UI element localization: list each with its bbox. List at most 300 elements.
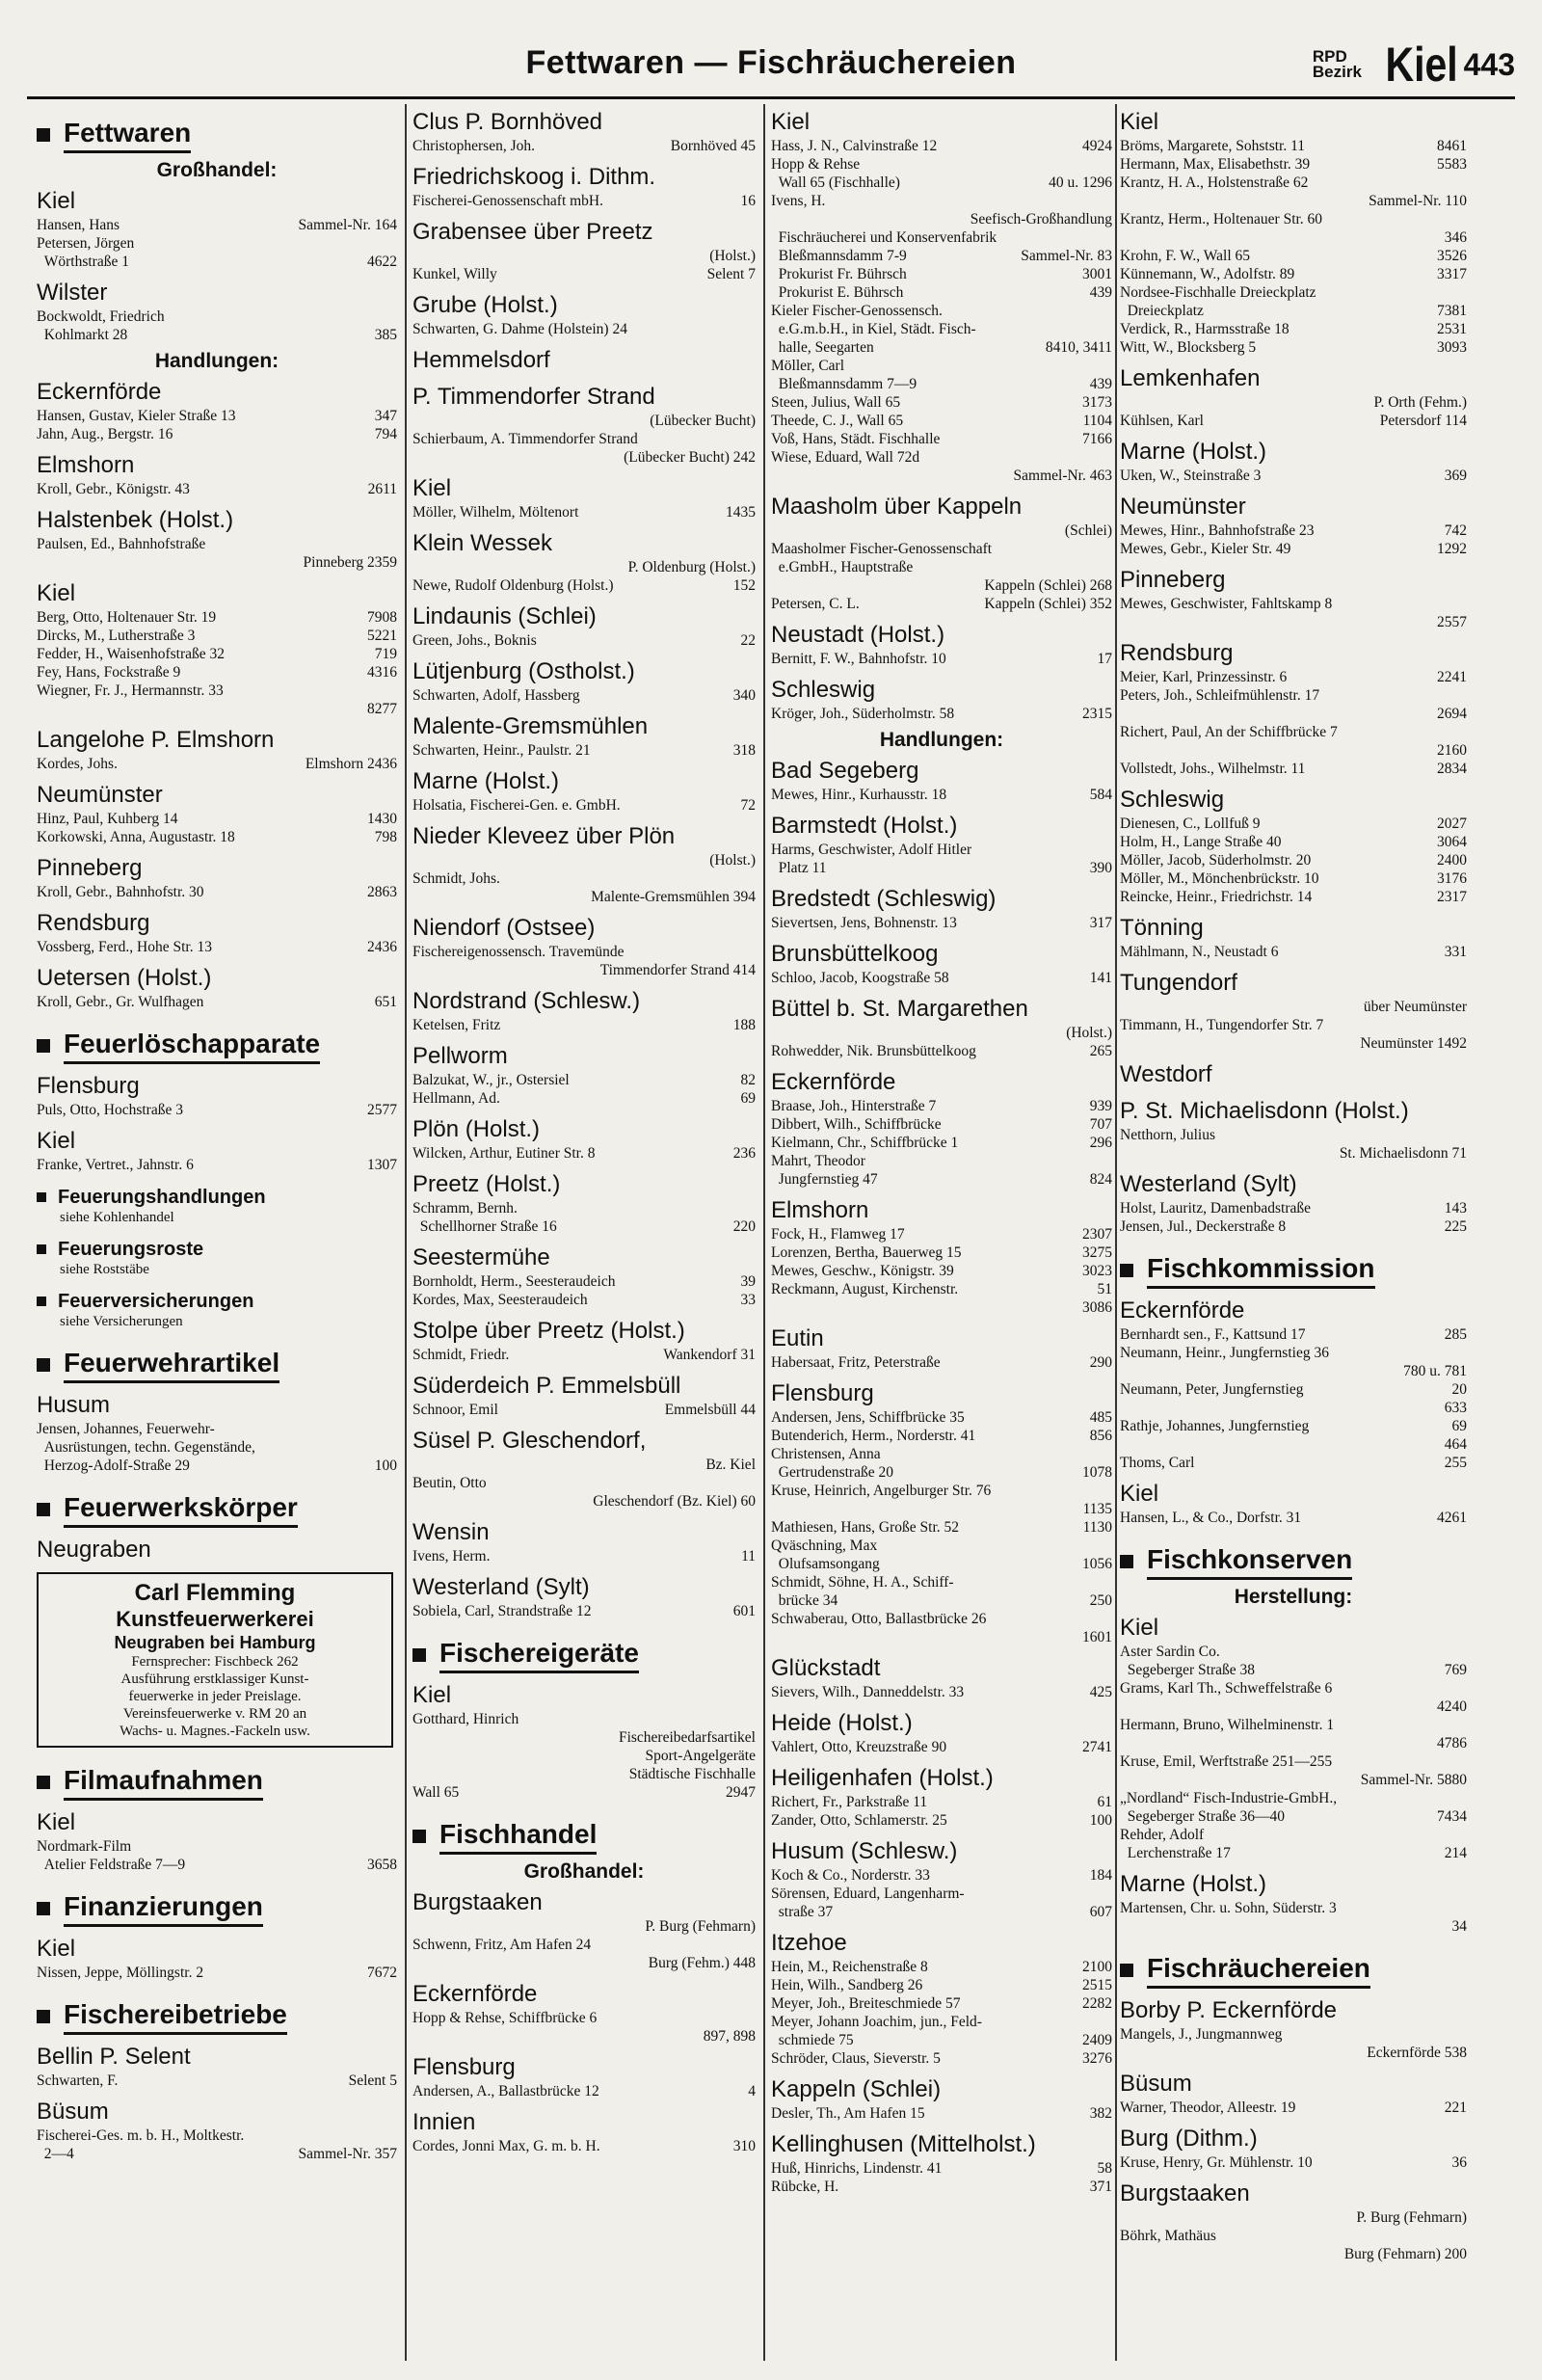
- listing-name: Kieler Fischer-Genossensch.: [771, 303, 943, 319]
- listing-phone: 1292: [1437, 541, 1467, 557]
- subsection-heading: [37, 1290, 397, 1313]
- listing-name: Bröms, Margarete, Sohststr. 11: [1120, 138, 1306, 154]
- listing-name: Gotthard, Hinrich: [412, 1711, 519, 1727]
- listing-phone: 184: [1089, 1867, 1112, 1884]
- listing-entry: [37, 2126, 397, 2145]
- listing-phone: Sammel-Nr. 357: [298, 2146, 397, 2162]
- listing-name: Kühlsen, Karl: [1120, 413, 1204, 429]
- listing-entry: [37, 700, 397, 718]
- listing-entry: [1120, 521, 1467, 540]
- listing-phone: 2436: [367, 939, 397, 955]
- listing-name: Kroll, Gebr., Bahnhofstr. 30: [37, 884, 204, 900]
- listing-entry: [412, 1747, 756, 1765]
- listing-phone: 3173: [1082, 394, 1112, 411]
- listing-entry: [37, 993, 397, 1011]
- place-heading: Kiel: [37, 1809, 76, 1835]
- listing-phone: 7434: [1437, 1808, 1467, 1825]
- listing-phone: 2317: [1437, 889, 1467, 905]
- listing-name: Bleßmannsdamm 7-9: [771, 248, 907, 264]
- listing-entry: [771, 1500, 1112, 1518]
- listing-name: Vossberg, Ferd., Hohe Str. 13: [37, 939, 212, 955]
- listing-entry: [1120, 998, 1467, 1016]
- listing-name: Schwenn, Fritz, Am Hafen 24: [412, 1937, 592, 1953]
- listing-phone: Wankendorf 31: [663, 1347, 756, 1363]
- listing-name: Andersen, Jens, Schiffbrücke 35: [771, 1409, 965, 1426]
- listing-entry: [1120, 393, 1467, 412]
- listing-phone: 290: [1089, 1354, 1112, 1371]
- listing-entry: [37, 883, 397, 901]
- place-heading: Klein Wessek: [412, 530, 552, 556]
- listing-phone: 2577: [367, 1102, 397, 1118]
- listing-entry: [1120, 1417, 1467, 1435]
- listing-name: Neumann, Peter, Jungfernstieg: [1120, 1381, 1304, 1398]
- listing-phone: Seefisch-Großhandlung: [970, 211, 1112, 227]
- listing-phone: 382: [1089, 2105, 1112, 2122]
- listing-phone: 2557: [1437, 614, 1467, 630]
- listing-entry: [771, 1298, 1112, 1317]
- place-heading: Malente-Gremsmühlen: [412, 713, 649, 739]
- place-heading: Burgstaaken: [1120, 2180, 1250, 2206]
- listing-phone: 3276: [1082, 2050, 1112, 2067]
- listing-name: Jahn, Aug., Bergstr. 16: [37, 426, 173, 442]
- listing-phone: 188: [732, 1017, 756, 1033]
- advertisement-line: Kunstfeuerwerkerei: [116, 1607, 314, 1631]
- listing-name: schmiede 75: [771, 2032, 854, 2048]
- listing-entry: [1120, 1807, 1467, 1826]
- listing-phone: Sammel-Nr. 110: [1369, 193, 1467, 209]
- listing-name: Braase, Joh., Hinterstraße 7: [771, 1098, 937, 1114]
- listing-entry: [37, 755, 397, 773]
- listing-name: Martensen, Chr. u. Sohn, Süderstr. 3: [1120, 1900, 1337, 1916]
- listing-entry: [1120, 210, 1467, 228]
- listing-phone: 2863: [367, 884, 397, 900]
- listing-phone: 1056: [1082, 1556, 1112, 1572]
- listing-name: Schwarten, G. Dahme (Holstein) 24: [412, 321, 627, 337]
- listing-name: Sievers, Wilh., Danneddelstr. 33: [771, 1684, 965, 1700]
- listing-entry: [771, 1024, 1112, 1042]
- listing-phone: 2160: [1437, 742, 1467, 759]
- listing-entry: [1120, 1679, 1467, 1698]
- listing-name: Huß, Hinrichs, Lindenstr. 41: [771, 2160, 943, 2177]
- place-heading: Rendsburg: [37, 910, 150, 936]
- listing-entry: [37, 535, 397, 553]
- listing-name: Hansen, Gustav, Kieler Straße 13: [37, 408, 236, 424]
- listing-entry: [771, 2031, 1112, 2049]
- place-heading: Bredstedt (Schleswig): [771, 886, 997, 912]
- category-subheading: Großhandel:: [156, 159, 278, 181]
- listing-name: Hopp & Rehse: [771, 156, 861, 173]
- listing-phone: Sammel-Nr. 5880: [1360, 1772, 1467, 1788]
- listing-name: Witt, W., Blocksberg 5: [1120, 339, 1257, 356]
- listing-name: Holm, H., Lange Straße 40: [1120, 834, 1282, 850]
- listing-name: Christensen, Anna: [771, 1446, 881, 1462]
- listing-entry: [412, 192, 756, 210]
- section-heading-label: Fischhandel: [439, 1817, 597, 1855]
- listing-entry: [412, 686, 756, 705]
- listing-entry: [1120, 1217, 1467, 1236]
- place-heading: Rendsburg: [1120, 640, 1234, 666]
- listing-entry: [1120, 2208, 1467, 2227]
- place-heading: Westdorf: [1120, 1061, 1212, 1087]
- listing-entry: [771, 1482, 1112, 1500]
- listing-entry: [37, 1420, 397, 1438]
- listing-name: Sobiela, Carl, Strandstraße 12: [412, 1603, 592, 1619]
- listing-entry: [771, 302, 1112, 320]
- listing-phone: Burg (Fehm.) 448: [648, 1955, 756, 1971]
- place-heading: Bellin P. Selent: [37, 2044, 191, 2070]
- place-heading: Borby P. Eckernförde: [1120, 1997, 1338, 2023]
- listing-entry: [37, 2072, 397, 2090]
- section-bullet-icon: [412, 1830, 426, 1843]
- listing-phone: 5583: [1437, 156, 1467, 173]
- listing-entry: [1120, 228, 1467, 247]
- listing-entry: [1120, 2153, 1467, 2172]
- listing-phone: 4316: [367, 664, 397, 681]
- place-heading: Neumünster: [37, 782, 163, 808]
- listing-name: Mangels, J., Jungmannweg: [1120, 2026, 1283, 2043]
- listing-name: Wiese, Eduard, Wall 72d: [771, 449, 920, 466]
- listing-phone: 2834: [1437, 761, 1467, 777]
- listing-phone: 69: [740, 1090, 756, 1107]
- listing-phone: Selent 5: [348, 2072, 397, 2089]
- listing-entry: [1120, 1399, 1467, 1417]
- listing-name: Schloo, Jacob, Koogstraße 58: [771, 970, 949, 986]
- listing-entry: [412, 1199, 756, 1217]
- listing-name: Grams, Karl Th., Schweffelstraße 6: [1120, 1680, 1333, 1697]
- listing-name: e.G.m.b.H., in Kiel, Städt. Fisch-: [771, 321, 976, 337]
- listing-name: Schwarten, Adolf, Hassberg: [412, 687, 580, 704]
- listing-phone: über Neumünster: [1363, 999, 1467, 1015]
- listing-entry: [771, 1152, 1112, 1170]
- listing-name: Fischräucherei und Konservenfabrik: [771, 229, 997, 246]
- listing-entry: [771, 210, 1112, 228]
- listing-phone: 633: [1444, 1400, 1467, 1416]
- listing-phone: Städtische Fischhalle: [628, 1766, 756, 1782]
- listing-entry: [412, 1602, 756, 1620]
- listing-entry: [37, 938, 397, 956]
- listing-entry: [771, 1097, 1112, 1115]
- place-heading: Husum: [37, 1392, 111, 1418]
- listing-name: Warner, Theodor, Alleestr. 19: [1120, 2099, 1296, 2116]
- listing-phone: 17: [1097, 651, 1112, 667]
- listing-entry: [771, 1573, 1112, 1591]
- place-heading: Flensburg: [412, 2054, 516, 2080]
- place-heading: Eckernförde: [1120, 1297, 1245, 1324]
- listing-name: Hermann, Bruno, Wilhelminenstr. 1: [1120, 1717, 1335, 1733]
- listing-phone: 331: [1444, 944, 1467, 960]
- listing-name: Segeberger Straße 36—40: [1120, 1808, 1286, 1825]
- listing-phone: 310: [732, 2138, 756, 2154]
- place-heading: Kiel: [37, 1128, 76, 1154]
- listing-entry: [771, 2178, 1112, 2196]
- listing-entry: [771, 705, 1112, 723]
- listing-entry: [1120, 174, 1467, 192]
- category-subheading: Handlungen:: [154, 350, 279, 372]
- listing-name: Rathje, Johannes, Jungfernstieg: [1120, 1418, 1310, 1434]
- listing-phone: 1430: [367, 811, 397, 827]
- listing-phone: 82: [740, 1072, 756, 1088]
- listing-name: Sievertsen, Jens, Bohnenstr. 13: [771, 915, 957, 931]
- listing-entry: [771, 283, 1112, 302]
- listing-name: Jensen, Jul., Deckerstraße 8: [1120, 1218, 1287, 1235]
- listing-entry: [771, 1134, 1112, 1152]
- listing-entry: [412, 1144, 756, 1163]
- section-bullet-icon: [37, 1902, 50, 1915]
- listing-phone: 1104: [1082, 413, 1112, 429]
- listing-phone: Sammel-Nr. 83: [1021, 248, 1112, 264]
- section-heading: [37, 1997, 397, 2035]
- listing-name: Hein, Wilh., Sandberg 26: [771, 1977, 923, 1993]
- listing-entry: [771, 595, 1112, 613]
- listing-entry: [771, 558, 1112, 576]
- listing-phone: 780 u. 781: [1403, 1363, 1467, 1379]
- place-heading: Tönning: [1120, 915, 1204, 941]
- listing-entry: [771, 1976, 1112, 1994]
- listing-entry: [412, 1016, 756, 1034]
- listing-phone: (Holst.): [709, 248, 756, 264]
- section-heading-label: Feuerlöschapparate: [64, 1027, 320, 1064]
- place-heading: Kiel: [37, 188, 76, 214]
- listing-name: Krantz, Herm., Holtenauer Str. 60: [1120, 211, 1323, 227]
- bezirk-label: Bezirk: [1312, 63, 1362, 81]
- listing-phone: 4622: [367, 254, 397, 270]
- listing-phone: 100: [1089, 1812, 1112, 1829]
- listing-name: Kroll, Gebr., Gr. Wulfhagen: [37, 994, 204, 1010]
- listing-name: Maasholmer Fischer-Genossenschaft: [771, 541, 993, 557]
- listing-phone: 7381: [1437, 303, 1467, 319]
- place-heading: Kiel: [37, 580, 76, 606]
- listing-name: Schmidt, Johs.: [412, 870, 500, 887]
- listing-entry: [412, 558, 756, 576]
- place-heading: Itzehoe: [771, 1930, 847, 1956]
- column-divider: [405, 104, 407, 2361]
- place-heading: Westerland (Sylt): [1120, 1171, 1297, 1197]
- listing-phone: 36: [1451, 2154, 1467, 2171]
- listing-entry: [412, 631, 756, 650]
- advertisement-line: Vereinsfeuerwerke v. RM 20 an: [122, 1706, 307, 1722]
- listing-phone: Bz. Kiel: [705, 1457, 756, 1473]
- place-heading: Uetersen (Holst.): [37, 965, 212, 991]
- listing-entry: [771, 786, 1112, 804]
- listing-entry: [771, 338, 1112, 357]
- listing-entry: [771, 1115, 1112, 1134]
- listing-entry: [771, 1885, 1112, 1903]
- column-divider: [1115, 104, 1117, 2361]
- listing-name: Vollstedt, Johs., Wilhelmstr. 11: [1120, 761, 1306, 777]
- listing-name: Paulsen, Ed., Bahnhofstraße: [37, 536, 206, 552]
- listing-entry: [1120, 613, 1467, 631]
- section-heading-label: Fischräuchereien: [1147, 1951, 1370, 1989]
- listing-phone: 769: [1444, 1662, 1467, 1678]
- subsection-heading-label: Feuerversicherungen: [58, 1291, 254, 1312]
- listing-entry: [771, 841, 1112, 859]
- place-heading: Süderdeich P. Emmelsbüll: [412, 1373, 681, 1399]
- listing-phone: 220: [732, 1218, 756, 1235]
- listing-phone: 1307: [367, 1157, 397, 1173]
- listing-name: Jungfernstieg 47: [771, 1171, 878, 1188]
- section-heading-label: Fischkommission: [1147, 1251, 1375, 1289]
- section-bullet-icon: [37, 1503, 50, 1516]
- listing-phone: 51: [1097, 1281, 1112, 1297]
- listing-entry: [412, 1401, 756, 1419]
- listing-name: Meyer, Joh., Breiteschmiede 57: [771, 1995, 961, 2012]
- listing-entry: [1120, 192, 1467, 210]
- place-heading: Kiel: [1120, 109, 1159, 135]
- section-bullet-icon: [37, 128, 50, 142]
- place-heading: Neustadt (Holst.): [771, 622, 945, 648]
- listing-entry: [1120, 540, 1467, 558]
- listing-phone: 3317: [1437, 266, 1467, 282]
- listing-name: Fedder, H., Waisenhofstraße 32: [37, 646, 225, 662]
- listing-entry: [771, 859, 1112, 877]
- listing-phone: 2400: [1437, 852, 1467, 869]
- listing-entry: [771, 1683, 1112, 1701]
- listing-name: Mewes, Hinr., Bahnhofstraße 23: [1120, 522, 1315, 539]
- column-divider: [763, 104, 765, 2361]
- listing-name: Wilcken, Arthur, Eutiner Str. 8: [412, 1145, 596, 1162]
- place-heading: Barmstedt (Holst.): [771, 813, 958, 839]
- listing-entry: [771, 1225, 1112, 1243]
- listing-entry: [1120, 265, 1467, 283]
- place-heading: Husum (Schlesw.): [771, 1838, 958, 1864]
- listing-name: Richert, Fr., Parkstraße 11: [771, 1794, 928, 1810]
- section-heading-label: Fischkonserven: [1147, 1542, 1352, 1580]
- listing-name: Berg, Otto, Holtenauer Str. 19: [37, 609, 217, 626]
- advertisement-line: Wachs- u. Magnes.-Fackeln usw.: [120, 1724, 310, 1739]
- listing-name: Nissen, Jeppe, Möllingstr. 2: [37, 1965, 204, 1981]
- listing-phone: Emmelsbüll 44: [664, 1402, 756, 1418]
- listing-name: Franke, Vertret., Jahnstr. 6: [37, 1157, 194, 1173]
- place-heading: Tungendorf: [1120, 970, 1237, 996]
- listing-name: Kruse, Heinrich, Angelburger Str. 76: [771, 1483, 992, 1499]
- listing-entry: [1120, 1844, 1467, 1862]
- listing-entry: [1120, 1325, 1467, 1344]
- listing-entry: [771, 1994, 1112, 2013]
- listing-name: Bernhardt sen., F., Kattsund 17: [1120, 1326, 1306, 1343]
- listing-name: Meier, Karl, Prinzessinstr. 6: [1120, 669, 1288, 685]
- place-heading: Innien: [412, 2109, 476, 2135]
- listing-name: Petersen, C. L.: [771, 596, 860, 612]
- listing-phone: 719: [374, 646, 397, 662]
- listing-name: Hansen, Hans: [37, 217, 120, 233]
- listing-phone: 824: [1089, 1171, 1112, 1188]
- listing-entry: [37, 608, 397, 627]
- listing-phone: 58: [1097, 2160, 1112, 2177]
- listing-name: Bleßmannsdamm 7—9: [771, 376, 917, 392]
- listing-entry: [37, 480, 397, 498]
- listing-entry: [771, 1555, 1112, 1573]
- listing-name: Thoms, Carl: [1120, 1455, 1195, 1471]
- listing-entry: [412, 2082, 756, 2100]
- listing-phone: 317: [1089, 915, 1112, 931]
- listing-phone: 250: [1089, 1592, 1112, 1609]
- listing-entry: [37, 828, 397, 846]
- section-bullet-icon: [37, 2010, 50, 2023]
- listing-phone: Elmshorn 2436: [305, 756, 397, 772]
- listing-entry: [1120, 2099, 1467, 2117]
- listing-phone: 8277: [367, 701, 397, 717]
- listing-entry: [412, 1474, 756, 1492]
- place-heading: P. St. Michaelisdonn (Holst.): [1120, 1098, 1409, 1124]
- subsection-heading: [37, 1186, 397, 1209]
- listing-phone: 439: [1089, 376, 1112, 392]
- listing-name: Nordmark-Film: [37, 1838, 132, 1855]
- listing-entry: [412, 869, 756, 888]
- listing-name: Schellhorner Straße 16: [412, 1218, 557, 1235]
- listing-entry: [771, 1280, 1112, 1298]
- listing-phone: Burg (Fehmarn) 200: [1343, 2246, 1467, 2262]
- listing-entry: [771, 247, 1112, 265]
- column-4: [1120, 100, 1467, 2361]
- place-heading: Büsum: [37, 2099, 109, 2125]
- listing-entry: [771, 1042, 1112, 1060]
- listing-entry: [1120, 1899, 1467, 1917]
- section-bullet-icon: [1120, 1555, 1133, 1568]
- listing-entry: [412, 1291, 756, 1309]
- listing-name: Mewes, Geschw., Königstr. 39: [771, 1263, 954, 1279]
- listing-entry: [771, 1738, 1112, 1756]
- section-bullet-icon: [1120, 1264, 1133, 1277]
- listing-name: Voß, Hans, Städt. Fischhalle: [771, 431, 941, 447]
- section-heading-label: Feuerwerkskörper: [64, 1490, 298, 1528]
- listing-phone: 798: [374, 829, 397, 845]
- place-heading: Marne (Holst.): [1120, 1871, 1267, 1897]
- place-heading: Grube (Holst.): [412, 292, 558, 318]
- listing-phone: (Holst.): [1066, 1025, 1112, 1041]
- listing-entry: [412, 1547, 756, 1565]
- listing-name: Bernitt, F. W., Bahnhofstr. 10: [771, 651, 946, 667]
- section-heading: [1120, 1251, 1467, 1289]
- listing-name: Mathiesen, Hans, Große Str. 52: [771, 1519, 960, 1536]
- place-heading: Plön (Holst.): [412, 1116, 541, 1142]
- subsection-heading-label: Feuerungshandlungen: [58, 1187, 266, 1208]
- section-heading: [37, 1763, 397, 1801]
- listing-entry: [37, 2145, 397, 2163]
- listing-name: Ketelsen, Fritz: [412, 1017, 501, 1033]
- listing-name: Theede, C. J., Wall 65: [771, 413, 904, 429]
- place-heading: Burg (Dithm.): [1120, 2126, 1258, 2152]
- listing-entry: [771, 1866, 1112, 1885]
- listing-phone: 39: [740, 1273, 756, 1290]
- listing-entry: [37, 1457, 397, 1475]
- listing-entry: [771, 2104, 1112, 2123]
- listing-phone: 8410, 3411: [1045, 339, 1112, 356]
- listing-phone: 16: [740, 193, 756, 209]
- cross-reference: siehe Versicherungen: [60, 1314, 183, 1329]
- listing-name: Krohn, F. W., Wall 65: [1120, 248, 1251, 264]
- listing-entry: [771, 1793, 1112, 1811]
- listing-entry: [1120, 302, 1467, 320]
- listing-name: Kröger, Joh., Süderholmstr. 58: [771, 706, 955, 722]
- listing-entry: [771, 265, 1112, 283]
- place-heading: Büttel b. St. Margarethen: [771, 996, 1028, 1022]
- listing-phone: 2315: [1082, 706, 1112, 722]
- listing-name: Möller, M., Mönchenbrückstr. 10: [1120, 870, 1319, 887]
- listing-phone: 40 u. 1296: [1049, 174, 1112, 191]
- place-heading: Kiel: [1120, 1615, 1159, 1641]
- listing-name: Qväschning, Max: [771, 1538, 878, 1554]
- listing-phone: (Schlei): [1064, 522, 1112, 539]
- listing-phone: 143: [1444, 1200, 1467, 1217]
- section-heading: [37, 1889, 397, 1927]
- place-heading: Kiel: [412, 1682, 452, 1708]
- category-subheading: Herstellung:: [1234, 1586, 1353, 1608]
- listing-name: Atelier Feldstraße 7—9: [37, 1857, 186, 1873]
- listing-name: Harms, Geschwister, Adolf Hitler: [771, 842, 972, 858]
- listing-name: Krantz, H. A., Holstenstraße 62: [1120, 174, 1309, 191]
- listing-phone: Eckernförde 538: [1367, 2045, 1467, 2061]
- listing-name: Uken, W., Steinstraße 3: [1120, 468, 1262, 484]
